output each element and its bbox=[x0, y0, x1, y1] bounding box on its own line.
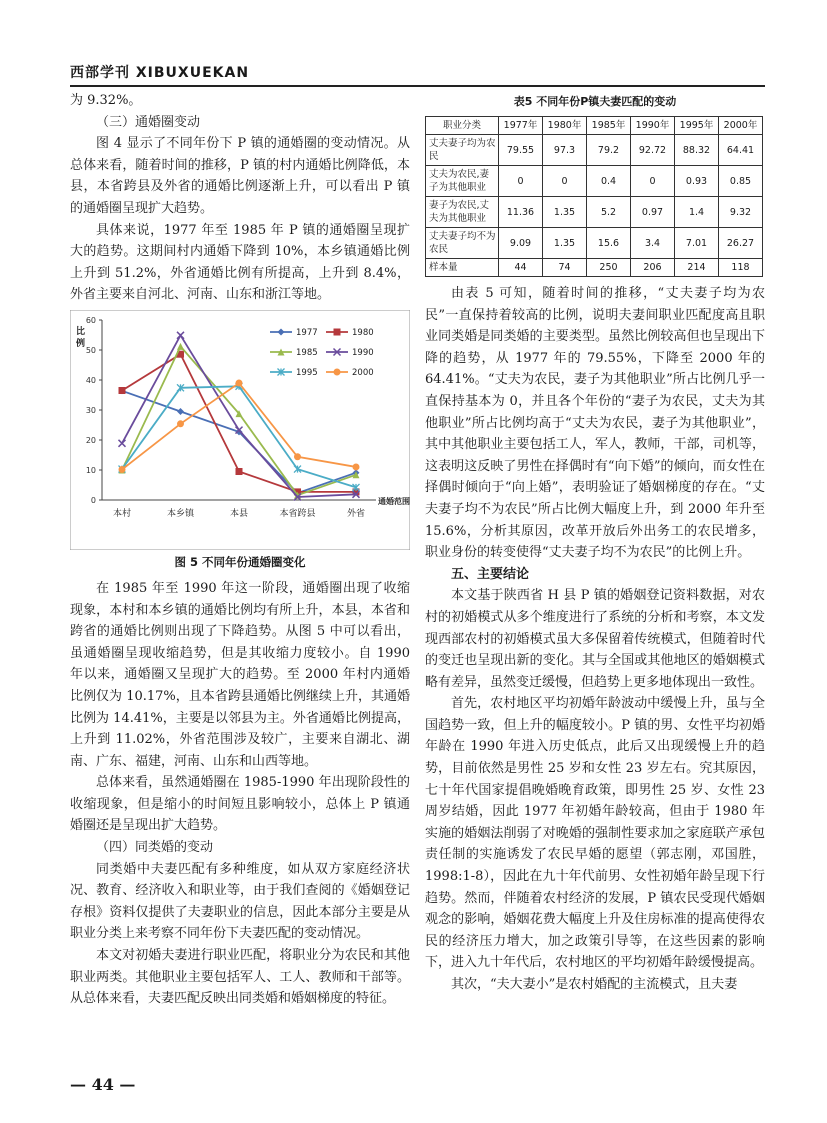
table-header-cell: 1980年 bbox=[543, 117, 587, 135]
table-cell: 0 bbox=[631, 166, 675, 197]
x-tick-label: 外省 bbox=[346, 508, 366, 519]
table-header-cell: 2000年 bbox=[719, 117, 763, 135]
header-rule bbox=[70, 85, 765, 87]
paragraph: 同类婚中夫妻匹配有多种维度，如从双方家庭经济状况、教育、经济收入和职业等，由于我们查阅的《婚姻登记存根》资料仅提供了夫妻职业的信息，因此本部分主要是从职业分类上来考察不同年份下夫妻匹配的变动情况。 bbox=[70, 861, 410, 942]
table-cell: 0.97 bbox=[631, 197, 675, 228]
table-row bbox=[426, 166, 763, 197]
paragraph: 总体来看，虽然通婚圈在 1985-1990 年出现阶段性的收缩现象，但是缩小的时间短且影响较小，总体上 P 镇通婚圈还是呈现出扩大趋势。 bbox=[70, 775, 410, 834]
page-number: — 44 — bbox=[70, 1075, 136, 1094]
legend-label: 1985 bbox=[296, 347, 318, 358]
table-cell: 97.3 bbox=[543, 135, 587, 166]
x-tick-label: 本省跨县 bbox=[279, 508, 316, 519]
table-row-label: 丈夫妻子均为农民 bbox=[426, 135, 499, 166]
y-tick-label: 10 bbox=[85, 465, 96, 475]
figure-5-chart bbox=[70, 310, 410, 550]
y-tick-label: 20 bbox=[85, 435, 96, 445]
table-body bbox=[426, 135, 763, 277]
paragraph: 具体来说，1977 年至 1985 年 P 镇的通婚圈呈现扩大的趋势。这期间村内通婚下降到 10%，本乡镇通婚比例上升到 51.2%，外省通婚比例有所提高，上升到 8.4%，外省主要来自河北、河南、山东和浙江等地。 bbox=[70, 222, 410, 303]
legend-label: 1990 bbox=[352, 347, 374, 358]
table-cell: 0.4 bbox=[587, 166, 631, 197]
table-cell: 118 bbox=[719, 259, 763, 277]
table-row bbox=[426, 197, 763, 228]
table-row bbox=[426, 135, 763, 166]
table-header-cell: 职业分类 bbox=[426, 117, 499, 135]
table-row-label: 样本量 bbox=[426, 259, 499, 277]
table-cell: 44 bbox=[499, 259, 543, 277]
legend-label: 1980 bbox=[352, 327, 374, 338]
table-cell: 0 bbox=[543, 166, 587, 197]
data-point bbox=[334, 328, 341, 335]
table-header-cell: 1977年 bbox=[499, 117, 543, 135]
table-cell: 79.55 bbox=[499, 135, 543, 166]
section-heading: 五、主要结论 bbox=[451, 566, 530, 582]
section-heading: （三）通婚圈变动 bbox=[96, 114, 201, 130]
y-tick-label: 50 bbox=[85, 345, 96, 355]
table-cell: 250 bbox=[587, 259, 631, 277]
table-cell: 206 bbox=[631, 259, 675, 277]
y-axis-label: 比例 bbox=[76, 326, 86, 349]
table-row-label: 丈夫妻子均不为农民 bbox=[426, 228, 499, 259]
y-tick-label: 30 bbox=[85, 405, 96, 415]
data-point bbox=[334, 368, 341, 375]
table-row bbox=[426, 228, 763, 259]
data-point bbox=[119, 466, 126, 473]
table-cell: 88.32 bbox=[675, 135, 719, 166]
paragraph: 其次，“夫大妻小”是农村婚配的主流模式，且夫妻 bbox=[451, 977, 738, 992]
data-point bbox=[177, 420, 184, 427]
spouse-occupation-table bbox=[425, 116, 763, 277]
table-cell: 0.85 bbox=[719, 166, 763, 197]
table-cell: 5.2 bbox=[587, 197, 631, 228]
table-cell: 9.09 bbox=[499, 228, 543, 259]
figure-caption: 图 5 不同年份通婚圈变化 bbox=[174, 554, 306, 569]
paragraph: 本文基于陕西省 H 县 P 镇的婚姻登记资料数据，对农村的初婚模式从多个维度进行了系统的分析和考察，本文发现西部农村的初婚模式虽大多保留着传统模式，但随着时代的变迁也呈现出新的变化。其与全国或其他地区的婚姻模式略有差异，虽然变迁缓慢，但趋势上更多地体现出一致性。 bbox=[425, 588, 765, 690]
x-tick-label: 本县 bbox=[229, 508, 249, 519]
table-header-cell: 1985年 bbox=[587, 117, 631, 135]
y-tick-label: 60 bbox=[85, 315, 96, 325]
table-cell: 1.35 bbox=[543, 197, 587, 228]
table-cell: 1.4 bbox=[675, 197, 719, 228]
data-point bbox=[119, 387, 126, 394]
section-heading: （四）同类婚的变动 bbox=[96, 840, 214, 856]
table-cell: 15.6 bbox=[587, 228, 631, 259]
table-header-row bbox=[426, 117, 763, 135]
data-point bbox=[294, 453, 301, 460]
line-chart bbox=[70, 310, 410, 550]
left-column bbox=[70, 90, 410, 1010]
x-axis-label: 通婚范围 bbox=[378, 496, 410, 506]
paragraph: 首先，农村地区平均初婚年龄波动中缓慢上升，虽与全国趋势一致，但上升的幅度较小。P 镇的男、女性平均初婚年龄在 1990 年进入历史低点，此后又出现缓慢上升的趋势，目前依然是男性 25 岁和女性 23 岁左右。究其原因，七十年代国家提倡晚婚晚育政策，即男性 25 岁、女性 23 周岁结婚，因此 1977 年初婚年龄较高，但由于 1980 年实施的婚姻法削弱了对晚婚的强制性要求加之家庭联产承包责任制的实施诱发了农民早婚的愿望（郭志刚，邓国胜，1998:1-8），因此在九十年代前男、女性初婚年龄呈现下行趋势。然而，伴随着农村经济的发展，P 镇农民受现代婚姻观念的影响，婚姻花费大幅度上升及住房标准的提高使得农民的经济压力增大，加之政策引导等，在这些因素的影响下，进入九十年代后，农村地区的平均初婚年龄缓慢提高。 bbox=[425, 696, 765, 971]
data-point bbox=[236, 379, 243, 386]
table-cell: 26.27 bbox=[719, 228, 763, 259]
table-cell: 214 bbox=[675, 259, 719, 277]
table-cell: 1.35 bbox=[543, 228, 587, 259]
table-cell: 9.32 bbox=[719, 197, 763, 228]
paragraph: 为 9.32%。 bbox=[70, 93, 142, 108]
legend-label: 1995 bbox=[296, 367, 318, 378]
table-row-label: 妻子为农民,丈夫为其他职业 bbox=[426, 197, 499, 228]
journal-name: 西部学刊 XIBUXUEKAN bbox=[70, 65, 250, 81]
right-column bbox=[425, 90, 765, 996]
paragraph: 由表 5 可知，随着时间的推移，“丈夫妻子均为农民”一直保持着较高的比例，说明夫妻间职业匹配度高且职业同类婚是同类婚的主要类型。虽然比例较高但也呈现出下降的趋势，从 1977 年的 79.55%，下降至 2000 年的 64.41%。“丈夫为农民，妻子为其他职业”所占比例几乎一直保持基本为 0，并且各个年份的“妻子为农民，丈夫为其他职业”所占比例均高于“丈夫为农民，妻子为其他职业”，其中其他职业主要包括工人，军人，教师，干部，司机等，这表明这反映了男性在择偶时有“向下婚”的倾向，而女性在择偶时倾向于“向上婚”，表明验证了婚姻梯度的存在。“丈夫妻子均不为农民”所占比例大幅度上升，到 2000 年升至 15.6%，分析其原因，改革开放后外出务工的农民增多，职业身份的转变使得“丈夫妻子均不为农民”的比例上升。 bbox=[425, 286, 765, 561]
table-cell: 64.41 bbox=[719, 135, 763, 166]
table-header-cell: 1990年 bbox=[631, 117, 675, 135]
table-cell: 74 bbox=[543, 259, 587, 277]
table-cell: 3.4 bbox=[631, 228, 675, 259]
data-point bbox=[353, 463, 360, 470]
table-cell: 92.72 bbox=[631, 135, 675, 166]
table-caption: 表5 不同年份P镇夫妻匹配的变动 bbox=[513, 95, 677, 108]
paragraph: 本文对初婚夫妻进行职业匹配，将职业分为农民和其他职业两类。其他职业主要包括军人、工人、教师和干部等。从总体来看，夫妻匹配反映出同类婚和婚姻梯度的特征。 bbox=[70, 948, 410, 1007]
x-tick-label: 本村 bbox=[112, 508, 132, 519]
y-tick-label: 40 bbox=[85, 375, 96, 385]
table-cell: 0.93 bbox=[675, 166, 719, 197]
table-row bbox=[426, 259, 763, 277]
table-cell: 79.2 bbox=[587, 135, 631, 166]
table-cell: 11.36 bbox=[499, 197, 543, 228]
table-row-label: 丈夫为农民,妻子为其他职业 bbox=[426, 166, 499, 197]
table-cell: 0 bbox=[499, 166, 543, 197]
x-tick-label: 本乡镇 bbox=[166, 508, 195, 519]
table-header-cell: 1995年 bbox=[675, 117, 719, 135]
table-cell: 7.01 bbox=[675, 228, 719, 259]
data-point bbox=[236, 468, 243, 475]
paragraph: 在 1985 年至 1990 年这一阶段，通婚圈出现了收缩现象，本村和本乡镇的通婚比例均有所上升，本县，本省和跨省的通婚比例则出现了下降趋势。从图 5 中可以看出，虽通婚圈呈现收缩趋势，但是其收缩力度较小。自 1990 年以来，通婚圈又呈现扩大的趋势。至 2000 年村内通婚比例仅为 10.17%，且本省跨县通婚比例继续上升，其通婚比例为 14.41%，主要是以邻县为主。外省通婚比例提高，上升到 11.02%，外省范围涉及较广，主要来自湖北、湖南、广东、福建，河南、山东和山西等地。 bbox=[70, 580, 410, 769]
legend-label: 1977 bbox=[296, 327, 318, 338]
y-tick-label: 0 bbox=[90, 495, 96, 505]
legend-label: 2000 bbox=[352, 367, 374, 378]
paragraph: 图 4 显示了不同年份下 P 镇的通婚圈的变动情况。从总体来看，随着时间的推移，P 镇的村内通婚比例降低，本县，本省跨县及外省的通婚比例逐渐上升，可以看出 P 镇的通婚圈呈现扩大趋势。 bbox=[70, 136, 410, 216]
running-header bbox=[70, 62, 765, 82]
